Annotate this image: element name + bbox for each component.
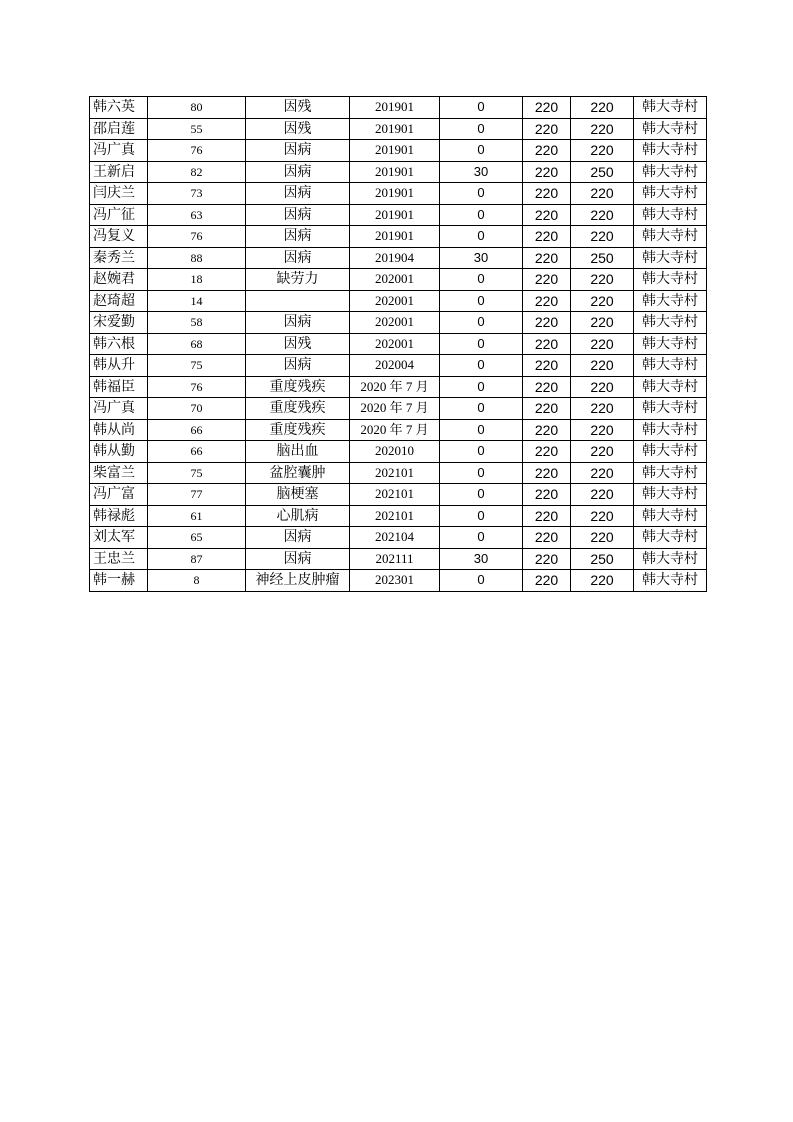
date-cell: 202001 xyxy=(350,290,440,312)
extra-amount-cell: 0 xyxy=(440,312,523,334)
date-cell: 2020 年 7 月 xyxy=(350,419,440,441)
reason-cell: 脑梗塞 xyxy=(246,484,350,506)
total-amount-cell: 220 xyxy=(571,312,634,334)
date-cell: 202101 xyxy=(350,505,440,527)
table-row xyxy=(90,527,707,549)
total-amount-cell: 220 xyxy=(571,441,634,463)
reason-cell: 因病 xyxy=(246,527,350,549)
name-cell: 冯广征 xyxy=(90,204,148,226)
village-cell: 韩大寺村 xyxy=(634,140,707,162)
total-amount-cell: 220 xyxy=(571,333,634,355)
base-amount-cell: 220 xyxy=(523,484,571,506)
extra-amount-cell: 0 xyxy=(440,269,523,291)
age-cell: 75 xyxy=(148,462,246,484)
base-amount-cell: 220 xyxy=(523,269,571,291)
date-cell: 202001 xyxy=(350,333,440,355)
total-amount-cell: 220 xyxy=(571,204,634,226)
total-amount-cell: 220 xyxy=(571,376,634,398)
village-cell: 韩大寺村 xyxy=(634,570,707,592)
age-cell: 63 xyxy=(148,204,246,226)
extra-amount-cell: 0 xyxy=(440,376,523,398)
table-row xyxy=(90,118,707,140)
reason-cell: 因病 xyxy=(246,226,350,248)
reason-cell: 因病 xyxy=(246,204,350,226)
base-amount-cell: 220 xyxy=(523,505,571,527)
date-cell: 202004 xyxy=(350,355,440,377)
reason-cell: 因病 xyxy=(246,355,350,377)
base-amount-cell: 220 xyxy=(523,226,571,248)
base-amount-cell: 220 xyxy=(523,570,571,592)
age-cell: 80 xyxy=(148,97,246,119)
name-cell: 刘太军 xyxy=(90,527,148,549)
table-row xyxy=(90,462,707,484)
total-amount-cell: 220 xyxy=(571,462,634,484)
village-cell: 韩大寺村 xyxy=(634,226,707,248)
village-cell: 韩大寺村 xyxy=(634,97,707,119)
total-amount-cell: 220 xyxy=(571,97,634,119)
total-amount-cell: 220 xyxy=(571,505,634,527)
table-row xyxy=(90,140,707,162)
age-cell: 82 xyxy=(148,161,246,183)
village-cell: 韩大寺村 xyxy=(634,398,707,420)
extra-amount-cell: 0 xyxy=(440,355,523,377)
extra-amount-cell: 0 xyxy=(440,398,523,420)
reason-cell: 因残 xyxy=(246,333,350,355)
village-cell: 韩大寺村 xyxy=(634,312,707,334)
reason-cell: 重度残疾 xyxy=(246,376,350,398)
extra-amount-cell: 30 xyxy=(440,161,523,183)
age-cell: 66 xyxy=(148,441,246,463)
extra-amount-cell: 0 xyxy=(440,333,523,355)
age-cell: 61 xyxy=(148,505,246,527)
name-cell: 韩六英 xyxy=(90,97,148,119)
base-amount-cell: 220 xyxy=(523,376,571,398)
total-amount-cell: 220 xyxy=(571,140,634,162)
name-cell: 韩禄彪 xyxy=(90,505,148,527)
base-amount-cell: 220 xyxy=(523,183,571,205)
reason-cell: 脑出血 xyxy=(246,441,350,463)
age-cell: 18 xyxy=(148,269,246,291)
extra-amount-cell: 30 xyxy=(440,548,523,570)
age-cell: 88 xyxy=(148,247,246,269)
reason-cell: 因病 xyxy=(246,548,350,570)
name-cell: 宋爱勤 xyxy=(90,312,148,334)
reason-cell: 因残 xyxy=(246,97,350,119)
reason-cell: 盆腔囊肿 xyxy=(246,462,350,484)
name-cell: 邵启莲 xyxy=(90,118,148,140)
name-cell: 冯复义 xyxy=(90,226,148,248)
table-row xyxy=(90,269,707,291)
total-amount-cell: 220 xyxy=(571,355,634,377)
age-cell: 55 xyxy=(148,118,246,140)
table-row xyxy=(90,505,707,527)
village-cell: 韩大寺村 xyxy=(634,441,707,463)
base-amount-cell: 220 xyxy=(523,527,571,549)
date-cell: 201901 xyxy=(350,140,440,162)
name-cell: 赵婉君 xyxy=(90,269,148,291)
village-cell: 韩大寺村 xyxy=(634,376,707,398)
table-row xyxy=(90,97,707,119)
table-row xyxy=(90,161,707,183)
table-row xyxy=(90,355,707,377)
age-cell: 70 xyxy=(148,398,246,420)
date-cell: 201901 xyxy=(350,97,440,119)
age-cell: 87 xyxy=(148,548,246,570)
date-cell: 201901 xyxy=(350,183,440,205)
table-row xyxy=(90,333,707,355)
base-amount-cell: 220 xyxy=(523,247,571,269)
date-cell: 202101 xyxy=(350,462,440,484)
age-cell: 66 xyxy=(148,419,246,441)
reason-cell: 因病 xyxy=(246,161,350,183)
village-cell: 韩大寺村 xyxy=(634,183,707,205)
extra-amount-cell: 0 xyxy=(440,484,523,506)
age-cell: 68 xyxy=(148,333,246,355)
total-amount-cell: 220 xyxy=(571,269,634,291)
date-cell: 2020 年 7 月 xyxy=(350,376,440,398)
date-cell: 201901 xyxy=(350,161,440,183)
name-cell: 韩一赫 xyxy=(90,570,148,592)
village-cell: 韩大寺村 xyxy=(634,161,707,183)
village-cell: 韩大寺村 xyxy=(634,462,707,484)
reason-cell xyxy=(246,290,350,312)
total-amount-cell: 250 xyxy=(571,161,634,183)
total-amount-cell: 220 xyxy=(571,183,634,205)
name-cell: 冯广富 xyxy=(90,484,148,506)
total-amount-cell: 250 xyxy=(571,247,634,269)
date-cell: 202001 xyxy=(350,269,440,291)
extra-amount-cell: 0 xyxy=(440,204,523,226)
reason-cell: 神经上皮肿瘤 xyxy=(246,570,350,592)
village-cell: 韩大寺村 xyxy=(634,204,707,226)
base-amount-cell: 220 xyxy=(523,290,571,312)
table-row xyxy=(90,290,707,312)
village-cell: 韩大寺村 xyxy=(634,118,707,140)
table-row xyxy=(90,398,707,420)
base-amount-cell: 220 xyxy=(523,398,571,420)
age-cell: 76 xyxy=(148,376,246,398)
village-cell: 韩大寺村 xyxy=(634,333,707,355)
extra-amount-cell: 0 xyxy=(440,419,523,441)
village-cell: 韩大寺村 xyxy=(634,247,707,269)
total-amount-cell: 220 xyxy=(571,484,634,506)
extra-amount-cell: 0 xyxy=(440,226,523,248)
name-cell: 韩从勤 xyxy=(90,441,148,463)
age-cell: 76 xyxy=(148,140,246,162)
name-cell: 闫庆兰 xyxy=(90,183,148,205)
reason-cell: 因残 xyxy=(246,118,350,140)
date-cell: 201901 xyxy=(350,226,440,248)
table-body xyxy=(90,97,707,592)
reason-cell: 因病 xyxy=(246,247,350,269)
table-row xyxy=(90,312,707,334)
table-row xyxy=(90,247,707,269)
base-amount-cell: 220 xyxy=(523,97,571,119)
age-cell: 8 xyxy=(148,570,246,592)
village-cell: 韩大寺村 xyxy=(634,419,707,441)
table-row xyxy=(90,484,707,506)
name-cell: 冯广真 xyxy=(90,140,148,162)
total-amount-cell: 220 xyxy=(571,570,634,592)
base-amount-cell: 220 xyxy=(523,204,571,226)
age-cell: 76 xyxy=(148,226,246,248)
reason-cell: 重度残疾 xyxy=(246,398,350,420)
base-amount-cell: 220 xyxy=(523,333,571,355)
total-amount-cell: 220 xyxy=(571,419,634,441)
reason-cell: 重度残疾 xyxy=(246,419,350,441)
reason-cell: 因病 xyxy=(246,183,350,205)
reason-cell: 心肌病 xyxy=(246,505,350,527)
reason-cell: 因病 xyxy=(246,140,350,162)
total-amount-cell: 220 xyxy=(571,398,634,420)
table-row xyxy=(90,204,707,226)
beneficiary-table xyxy=(89,96,707,592)
base-amount-cell: 220 xyxy=(523,312,571,334)
extra-amount-cell: 0 xyxy=(440,462,523,484)
name-cell: 赵琦超 xyxy=(90,290,148,312)
date-cell: 202101 xyxy=(350,484,440,506)
date-cell: 201901 xyxy=(350,118,440,140)
table-row xyxy=(90,226,707,248)
total-amount-cell: 220 xyxy=(571,527,634,549)
extra-amount-cell: 0 xyxy=(440,527,523,549)
extra-amount-cell: 0 xyxy=(440,570,523,592)
age-cell: 58 xyxy=(148,312,246,334)
base-amount-cell: 220 xyxy=(523,118,571,140)
extra-amount-cell: 0 xyxy=(440,118,523,140)
base-amount-cell: 220 xyxy=(523,419,571,441)
age-cell: 65 xyxy=(148,527,246,549)
base-amount-cell: 220 xyxy=(523,355,571,377)
total-amount-cell: 220 xyxy=(571,226,634,248)
village-cell: 韩大寺村 xyxy=(634,527,707,549)
name-cell: 王忠兰 xyxy=(90,548,148,570)
village-cell: 韩大寺村 xyxy=(634,505,707,527)
village-cell: 韩大寺村 xyxy=(634,269,707,291)
date-cell: 202001 xyxy=(350,312,440,334)
table-row xyxy=(90,570,707,592)
extra-amount-cell: 0 xyxy=(440,183,523,205)
base-amount-cell: 220 xyxy=(523,462,571,484)
village-cell: 韩大寺村 xyxy=(634,548,707,570)
village-cell: 韩大寺村 xyxy=(634,290,707,312)
date-cell: 202301 xyxy=(350,570,440,592)
name-cell: 冯广真 xyxy=(90,398,148,420)
date-cell: 201904 xyxy=(350,247,440,269)
table-row xyxy=(90,376,707,398)
village-cell: 韩大寺村 xyxy=(634,355,707,377)
date-cell: 2020 年 7 月 xyxy=(350,398,440,420)
name-cell: 王新启 xyxy=(90,161,148,183)
age-cell: 14 xyxy=(148,290,246,312)
total-amount-cell: 220 xyxy=(571,118,634,140)
reason-cell: 缺劳力 xyxy=(246,269,350,291)
name-cell: 韩从尚 xyxy=(90,419,148,441)
base-amount-cell: 220 xyxy=(523,548,571,570)
table-row xyxy=(90,441,707,463)
extra-amount-cell: 0 xyxy=(440,140,523,162)
age-cell: 75 xyxy=(148,355,246,377)
extra-amount-cell: 0 xyxy=(440,505,523,527)
name-cell: 秦秀兰 xyxy=(90,247,148,269)
reason-cell: 因病 xyxy=(246,312,350,334)
document-page xyxy=(89,96,707,592)
total-amount-cell: 220 xyxy=(571,290,634,312)
date-cell: 201901 xyxy=(350,204,440,226)
name-cell: 柴富兰 xyxy=(90,462,148,484)
name-cell: 韩六根 xyxy=(90,333,148,355)
base-amount-cell: 220 xyxy=(523,441,571,463)
extra-amount-cell: 0 xyxy=(440,441,523,463)
extra-amount-cell: 30 xyxy=(440,247,523,269)
date-cell: 202111 xyxy=(350,548,440,570)
date-cell: 202010 xyxy=(350,441,440,463)
age-cell: 77 xyxy=(148,484,246,506)
table-row xyxy=(90,183,707,205)
base-amount-cell: 220 xyxy=(523,161,571,183)
base-amount-cell: 220 xyxy=(523,140,571,162)
village-cell: 韩大寺村 xyxy=(634,484,707,506)
name-cell: 韩福臣 xyxy=(90,376,148,398)
extra-amount-cell: 0 xyxy=(440,97,523,119)
extra-amount-cell: 0 xyxy=(440,290,523,312)
date-cell: 202104 xyxy=(350,527,440,549)
total-amount-cell: 250 xyxy=(571,548,634,570)
table-row xyxy=(90,548,707,570)
name-cell: 韩从升 xyxy=(90,355,148,377)
age-cell: 73 xyxy=(148,183,246,205)
table-row xyxy=(90,419,707,441)
